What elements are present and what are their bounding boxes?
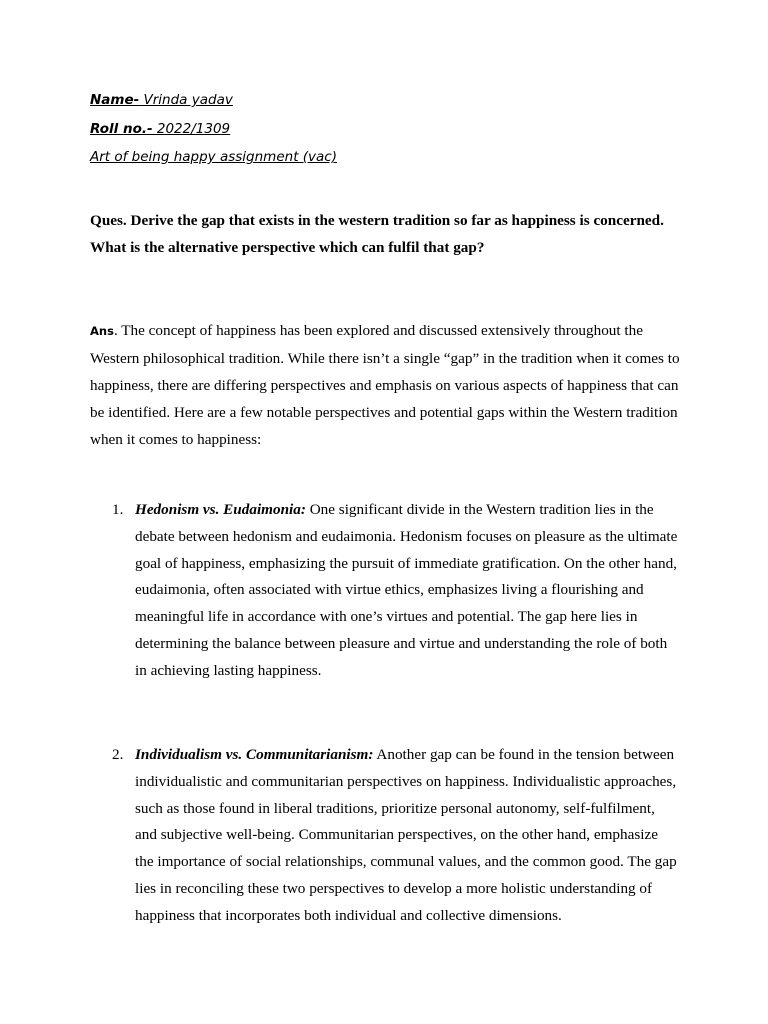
list-item-title: Individualism vs. Communitarianism: [135, 746, 374, 763]
answer-paragraph [90, 317, 690, 453]
assignment-title: Art of being happy assignment (vac) [90, 149, 337, 165]
answer-label: Ans [90, 324, 114, 338]
roll-number-line [90, 121, 230, 137]
student-name-line [90, 92, 233, 108]
question-text: Ques. Derive the gap that exists in the western tradition so far as happiness is concerned. What is the alternative perspective which can fulfil that gap? [90, 212, 664, 256]
list-item-text: Another gap can be found in the tension between individualistic and communitarian perspectives on happiness. Individualistic approaches, such as those found in liberal traditions, prioritize personal autonomy, self-fulfilment, and subjective well-being. Communitarian perspectives, on the other hand, emphasize the importance of social relationships, communal values, and the common good. The gap lies in reconciling these two perspectives to develop a more holistic understanding of happiness that incorporates both individual and collective dimensions. [135, 746, 677, 924]
list-item-body [135, 497, 680, 685]
roll-value: 2022/1309 [152, 121, 231, 137]
list-item-body [135, 742, 680, 930]
list-item-text: One significant divide in the Western tradition lies in the debate between hedonism and eudaimonia. Hedonism focuses on pleasure as the ultimate goal of happiness, emphasizing the pursuit of immediate gratification. On the other hand, eudaimonia, often associated with virtue ethics, emphasizes living a flourishing and meaningful life in accordance with one’s virtues and potential. The gap here lies in determining the balance between pleasure and virtue and understanding the role of both in achieving lasting happiness. [135, 501, 678, 679]
name-value: Vrinda yadav [139, 92, 233, 108]
name-label: Name- [90, 92, 140, 108]
list-item-number: 2. [112, 746, 124, 763]
roll-label: Roll no.- [90, 121, 153, 137]
list-item-title: Hedonism vs. Eudaimonia: [135, 501, 306, 518]
list-item [90, 497, 690, 685]
list-item [90, 742, 690, 930]
list-item-number: 1. [112, 501, 124, 518]
answer-text: . The concept of happiness has been explored and discussed extensively throughout the Western philosophical tradition. While there isn’t a single “gap” in the tradition when it comes to happiness, there are differing perspectives and emphasis on various aspects of happiness that can be identified. Here are a few notable perspectives and potential gaps within the Western tradition when it comes to happiness: [90, 322, 680, 448]
